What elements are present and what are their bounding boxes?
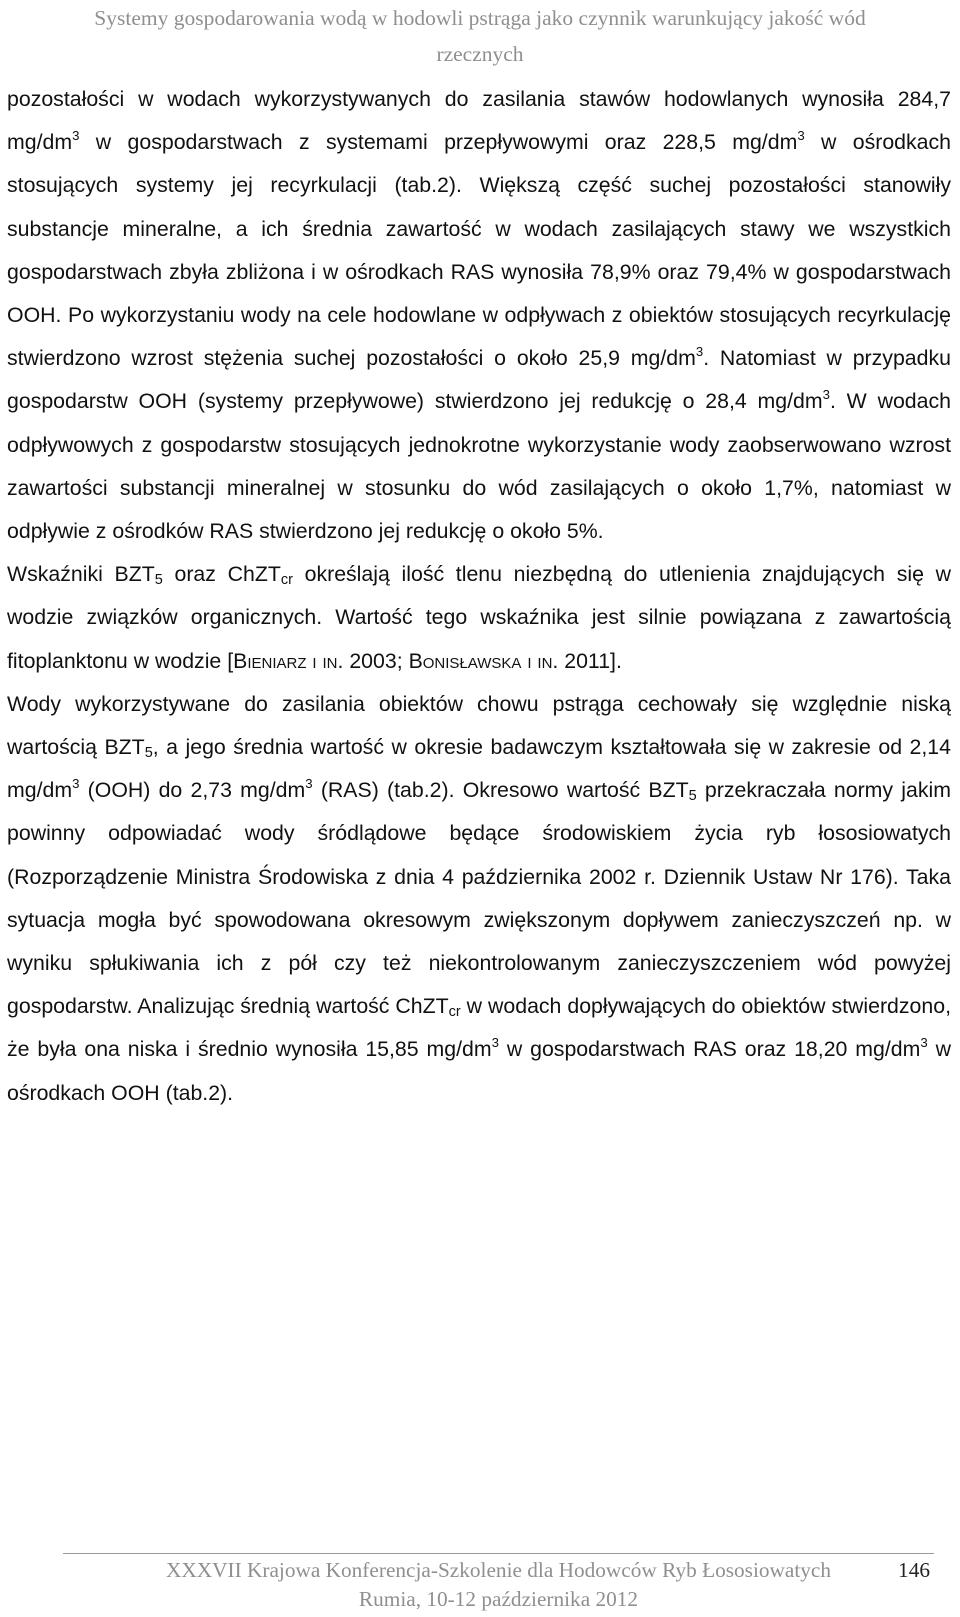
paragraph-dry-residue <box>7 78 951 553</box>
superscript: 3 <box>920 1034 928 1050</box>
text-run: 2011]. <box>558 648 622 673</box>
superscript: 3 <box>72 127 80 143</box>
superscript: 3 <box>797 127 805 143</box>
text-run: pozostałości w wodach wykorzystywanych do zasilania stawów hodowlanych wynosiła 284,7 mg/dm <box>7 87 951 155</box>
text-run: Wskaźniki BZT <box>7 562 155 587</box>
subscript: 5 <box>144 744 153 761</box>
citation-author: Bonisławska i in. <box>408 648 559 673</box>
header-title-line-1: Systemy gospodarowania wodą w hodowli pstrąga jako czynnik warunkujący jakość wód <box>94 6 866 30</box>
text-run: w gospodarstwach RAS oraz 18,20 mg/dm <box>498 1037 921 1062</box>
citation-author: Bieniarz i in. <box>233 648 344 673</box>
footer-divider <box>63 1553 934 1554</box>
superscript: 3 <box>695 343 704 359</box>
text-run: (OOH) do 2,73 mg/dm <box>79 778 306 803</box>
paragraph-bzt-values <box>7 683 951 1115</box>
text-run: . Natomiast w przypadku gospodarstw OOH (systemy przepływowe) stwierdzono jej redukcję o 28,4 mg/dm <box>7 346 951 414</box>
subscript: cr <box>280 571 293 588</box>
superscript: 3 <box>72 775 80 791</box>
text-run: w ośrodkach stosujących systemy jej recyrkulacji (tab.2). Większą część suchej pozostałości stanowiły substancje mineralne, a ich średnia zawartość w wodach zasilających stawy we wszystkich gospodarstwach zbyła zbliżona i w ośrodkach RAS wynosiła 78,9% oraz 79,4% w gospodarstwach OOH. Po wykorzystaniu wody na cele hodowlane w odpływach z obiektów stosujących recyrkulację stwierdzono wzrost stężenia suchej pozostałości o około 25,9 mg/dm <box>7 130 951 371</box>
superscript: 3 <box>305 775 313 791</box>
page-number: 146 <box>898 1558 930 1582</box>
text-run: Wody wykorzystywane do zasilania obiektów chowu pstrąga cechowały się względnie niską wartością BZT <box>7 691 951 760</box>
paragraph-bzt-chzt-definition <box>7 553 951 683</box>
footer-conference-name: XXXVII Krajowa Konferencja-Szkolenie dla Hodowców Ryb Łososiowatych <box>165 1558 832 1582</box>
page-footer <box>63 1556 934 1614</box>
footer-location-date: Rumia, 10-12 października 2012 <box>358 1587 639 1611</box>
document-body <box>7 78 951 1115</box>
header-title-line-2: rzecznych <box>436 42 524 66</box>
text-run: oraz ChZT <box>162 562 281 587</box>
text-run: , a jego średnia wartość w okresie badawczym kształtowała się w zakresie od 2,14 mg/dm <box>7 735 951 803</box>
text-run: określają ilość tlenu niezbędną do utlenienia znajdujących się w wodzie związków organicznych. Wartość tego wskaźnika jest silnie powiązana z zawartością fitoplanktonu w wodzie [ <box>7 562 951 673</box>
text-run: (RAS) (tab.2). Okresowo wartość BZT <box>312 778 689 803</box>
superscript: 3 <box>822 386 830 402</box>
subscript: 5 <box>688 787 697 804</box>
text-run: . W wodach odpływowych z gospodarstw stosujących jednokrotne wykorzystanie wody zaobserwowano wzrost zawartości substancji mineralnej w stosunku do wód zasilających o około 1,7%, natomiast w odpływie z ośrodków RAS stwierdzono jej redukcję o około 5%. <box>7 389 951 544</box>
text-run: 2003; <box>343 648 409 673</box>
text-run: w wodach dopływających do obiektów stwierdzono, że była ona niska i średnio wynosiła 15,85 mg/dm <box>7 994 951 1062</box>
text-run: przekraczała normy jakim powinny odpowiadać wody śródlądowe będące środowiskiem życia ryb łososiowatych (Rozporządzenie Ministra Środowiska z dnia 4 października 2002 r. Dziennik Ustaw Nr 176). Taka sytuacja mogła być spowodowana okresowym zwiększonym dopływem zanieczyszczeń np. w wyniku spłukiwania ich z pół czy też niekontrolowanym zanieczyszczeniem wód powyżej gospodarstw. Analizując średnią wartość ChZT <box>7 778 951 1019</box>
superscript: 3 <box>491 1034 499 1050</box>
text-run: w ośrodkach OOH (tab.2). <box>7 1037 951 1105</box>
subscript: 5 <box>154 571 163 588</box>
subscript: cr <box>448 1003 461 1020</box>
running-header <box>0 0 960 72</box>
footer-row <box>63 1556 934 1585</box>
text-run: w gospodarstwach z systemami przepływowymi oraz 228,5 mg/dm <box>79 130 798 155</box>
